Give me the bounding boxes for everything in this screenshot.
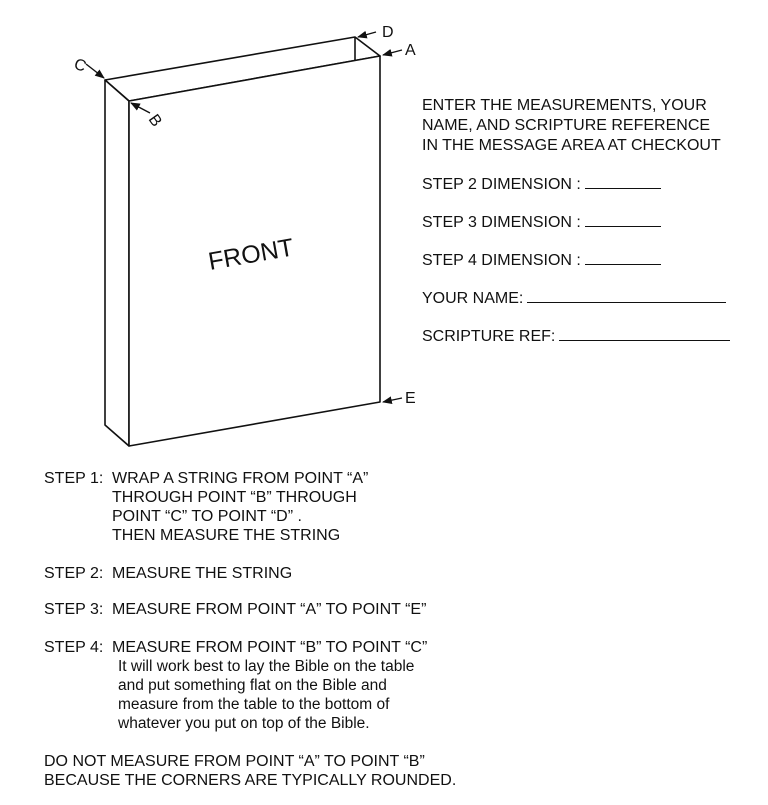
step-note: measure from the table to the bottom of xyxy=(118,696,390,713)
field-label: STEP 2 DIMENSION : xyxy=(422,176,581,193)
arrow-a xyxy=(383,50,402,55)
field-label: YOUR NAME: xyxy=(422,290,524,307)
book-spine-face xyxy=(105,80,129,446)
step-line: THROUGH POINT “B” THROUGH xyxy=(112,489,357,506)
step-line: POINT “C” TO POINT “D” . xyxy=(112,508,302,525)
intro-line: NAME, AND SCRIPTURE REFERENCE xyxy=(422,117,711,134)
step-note: and put something flat on the Bible and xyxy=(118,677,387,694)
field-blank xyxy=(585,212,661,227)
field-scripture-ref xyxy=(422,326,730,346)
field-step4-dimension xyxy=(422,250,661,270)
point-label-b: B xyxy=(144,111,165,131)
point-label-c: C xyxy=(71,55,89,76)
step-note: whatever you put on top of the Bible. xyxy=(118,715,370,732)
intro-line: IN THE MESSAGE AREA AT CHECKOUT xyxy=(422,137,721,154)
point-label-a: A xyxy=(405,42,416,59)
arrow-d xyxy=(358,32,376,37)
arrow-e xyxy=(383,398,402,402)
field-label: STEP 3 DIMENSION : xyxy=(422,214,581,231)
front-label: FRONT xyxy=(206,233,296,276)
step-line: WRAP A STRING FROM POINT “A” xyxy=(112,470,369,487)
point-label-d: D xyxy=(382,24,394,41)
warning-line: DO NOT MEASURE FROM POINT “A” TO POINT “B” xyxy=(44,753,425,770)
field-blank xyxy=(585,250,661,265)
step-line: MEASURE THE STRING xyxy=(112,565,293,582)
step-label: STEP 2: xyxy=(44,565,104,582)
step-label: STEP 4: xyxy=(44,639,104,656)
step-label: STEP 1: xyxy=(44,470,104,487)
arrow-c xyxy=(86,64,104,78)
step-line: MEASURE FROM POINT “B” TO POINT “C” xyxy=(112,639,428,656)
step-line: MEASURE FROM POINT “A” TO POINT “E” xyxy=(112,601,427,618)
point-label-e: E xyxy=(405,390,416,407)
field-blank xyxy=(585,174,661,189)
field-blank xyxy=(559,326,730,341)
warning-line: BECAUSE THE CORNERS ARE TYPICALLY ROUNDED. xyxy=(44,772,457,789)
field-step3-dimension xyxy=(422,212,661,232)
field-label: STEP 4 DIMENSION : xyxy=(422,252,581,269)
step-line: THEN MEASURE THE STRING xyxy=(112,527,341,544)
step-label: STEP 3: xyxy=(44,601,104,618)
step-note: It will work best to lay the Bible on the table xyxy=(118,658,415,675)
field-label: SCRIPTURE REF: xyxy=(422,328,556,345)
field-blank xyxy=(527,288,726,303)
field-your-name xyxy=(422,288,726,308)
field-step2-dimension xyxy=(422,174,661,194)
intro-line: ENTER THE MEASUREMENTS, YOUR xyxy=(422,97,707,114)
